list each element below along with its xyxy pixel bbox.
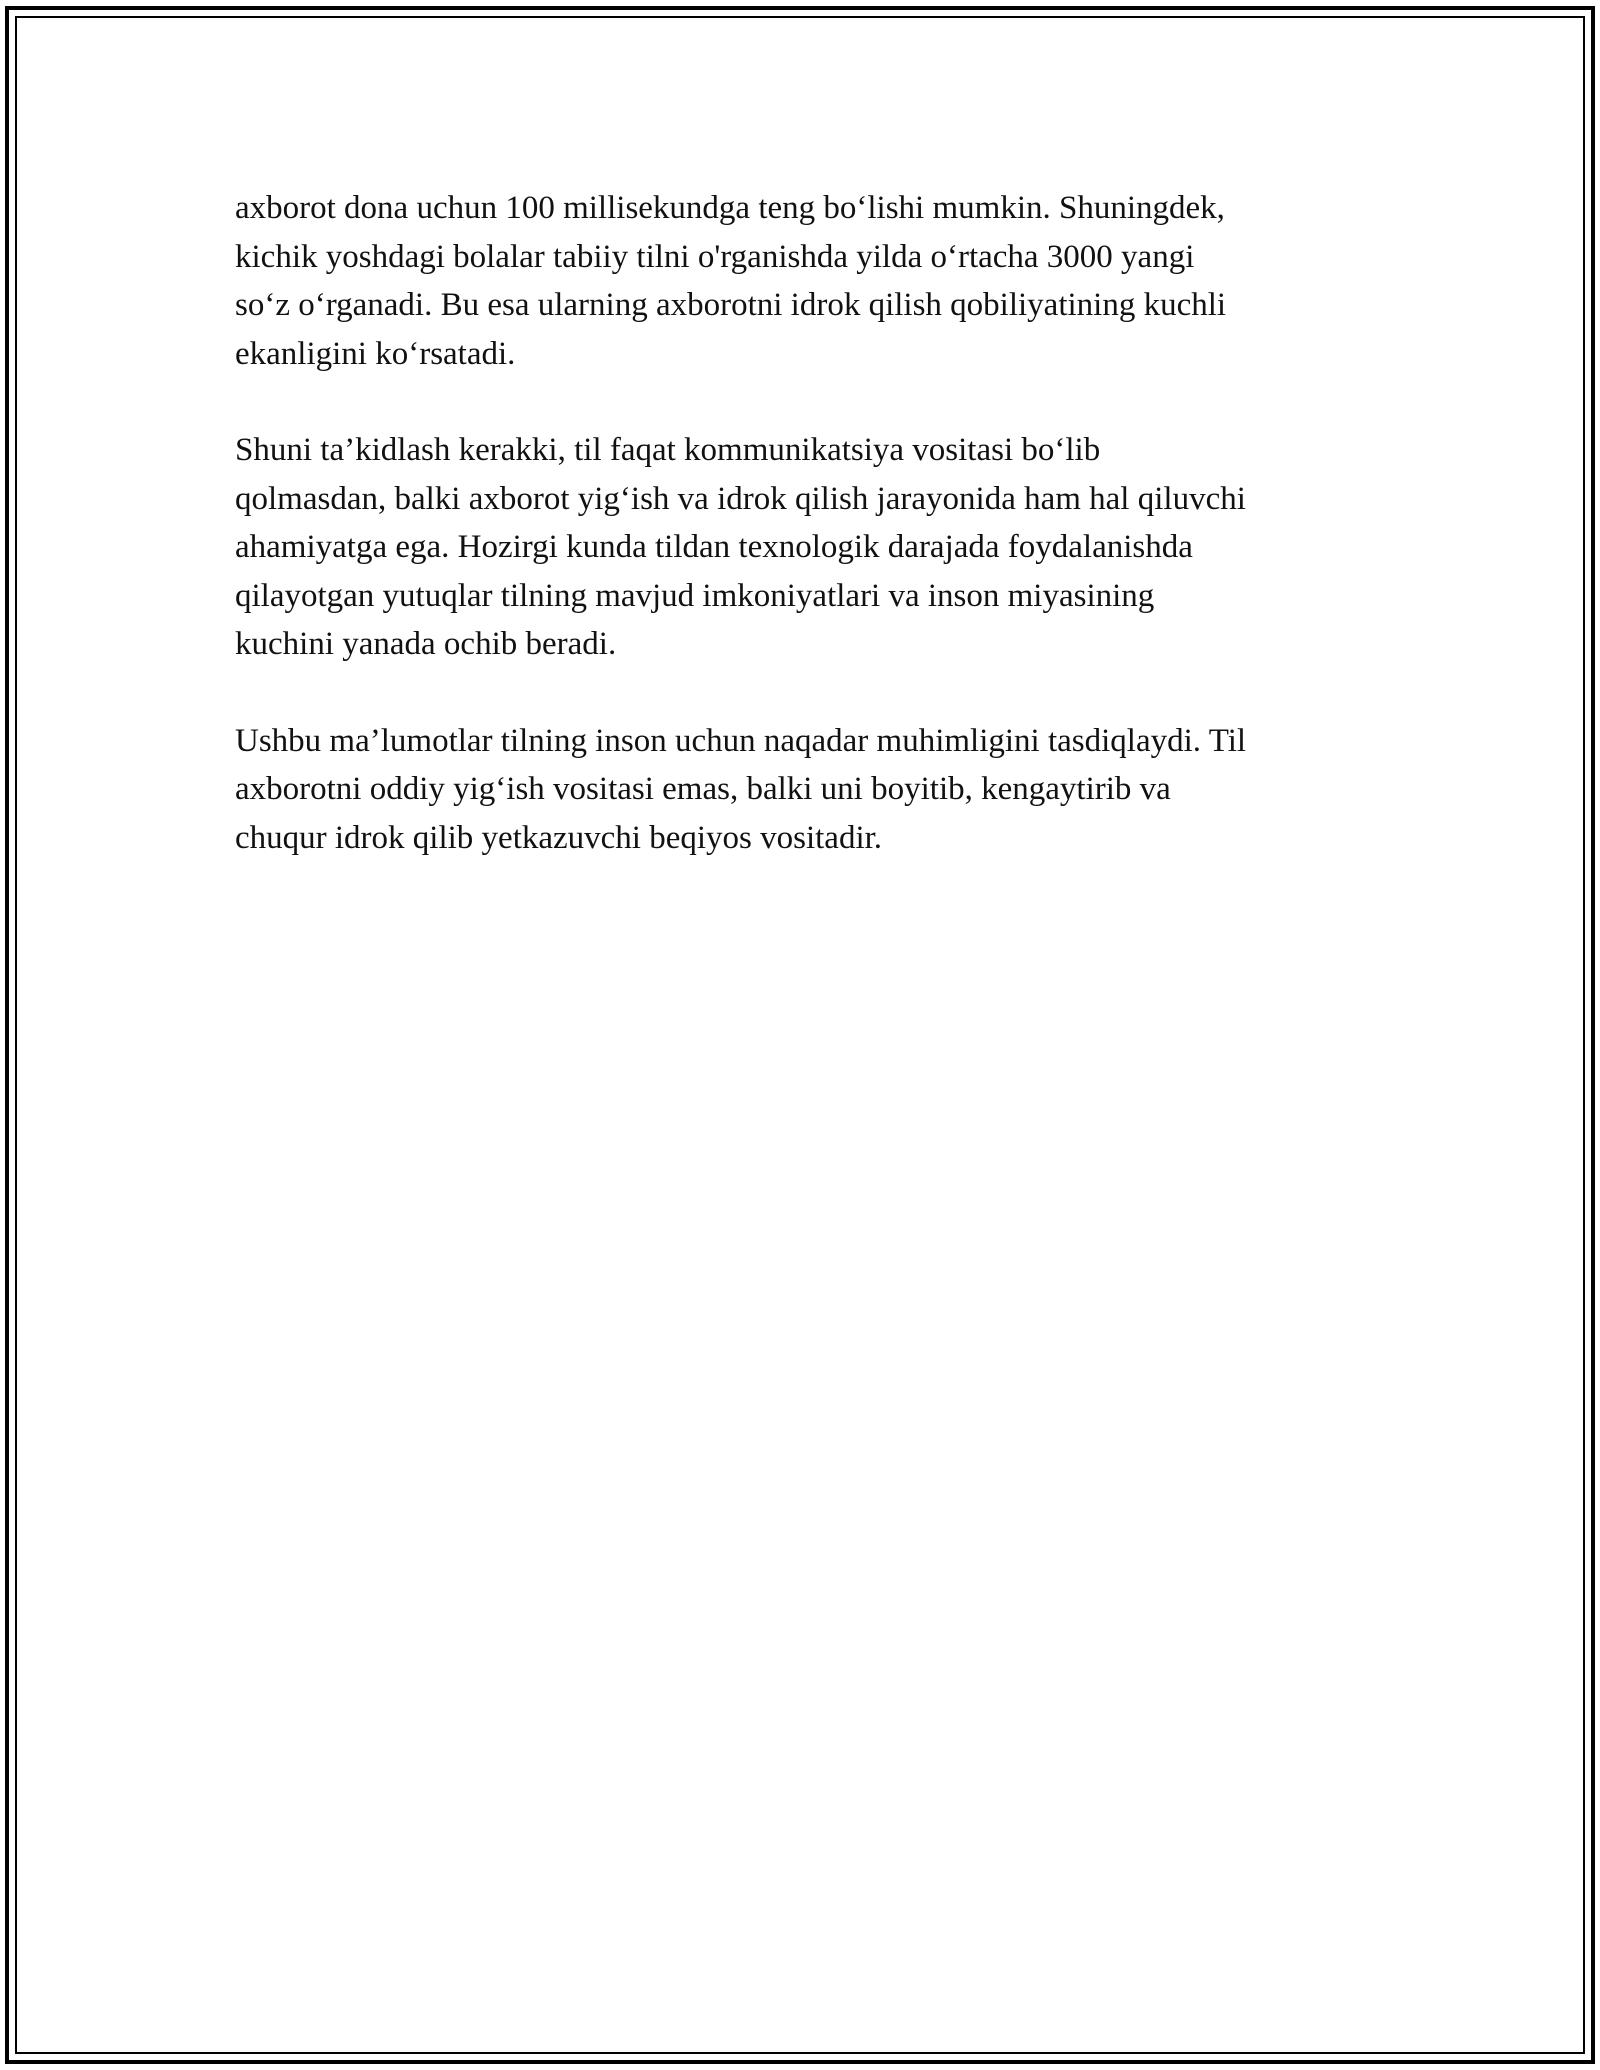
paragraph-3: Ushbu ma’lumotlar tilning inson uchun naqadar muhimligini tasdiqlaydi. Til axborotni oddiy yig‘ish vositasi emas, balki uni boyitib, kengaytirib va chuqur idrok qilib yetkazuvchi beqiyos vositadir. <box>235 722 1247 856</box>
paragraph-1: axborot dona uchun 100 millisekundga teng bo‘lishi mumkin. Shuningdek, kichik yoshdagi bolalar tabiiy tilni o'rganishda yilda o‘rtacha 3000 yangi so‘z o‘rganadi. Bu esa ularning axborotni idrok qilish qobiliyatining kuchli ekanligini ko‘rsatadi. <box>235 190 1227 372</box>
paragraph-2: Shuni ta’kidlash kerakki, til faqat kommunikatsiya vositasi bo‘lib qolmasdan, balki axborot yig‘ish va idrok qilish jarayonida ham hal qiluvchi ahamiyatga ega. Hozirgi kunda tildan texnologik darajada foydalanishda qilayotgan yutuqlar tilning mavjud imkoniyatlari va inson miyasining kuchini yanada ochib beradi. <box>235 432 1246 662</box>
document-body <box>235 184 1365 910</box>
